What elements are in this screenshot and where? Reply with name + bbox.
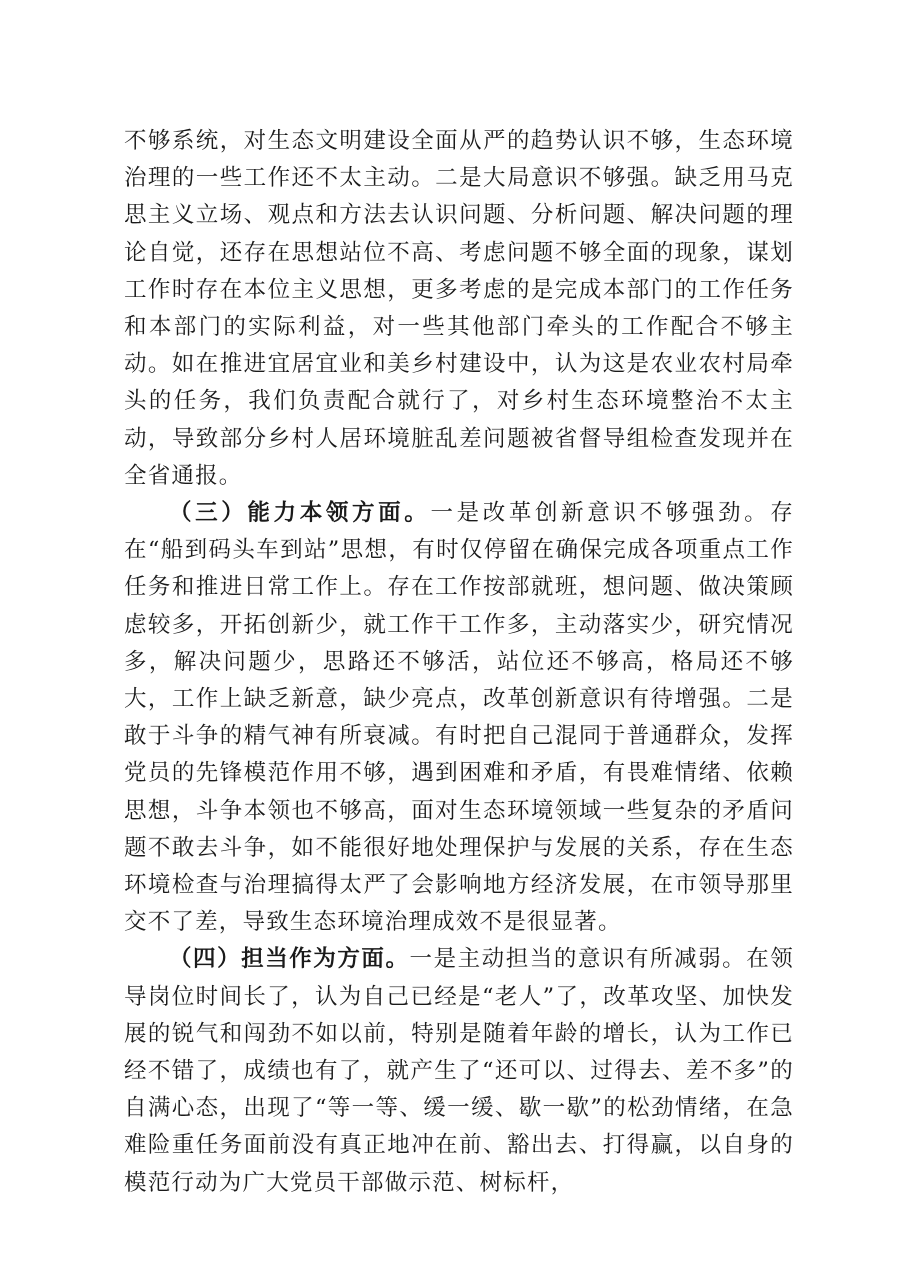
paragraph-text: 一是主动担当的意识有所减弱。在领导岗位时间长了，认为自己已经是“老人”了，改革攻坚、加快发展的锐气和闯劲不如以前，特别是随着年龄的增长，认为工作已经不错了，成绩也有了，就产生了“还可以、过得去、差不多”的自满心态，出现了“等一等、缓一缓、歇一歇”的松劲情绪，在急难险重任务面前没有真正地冲在前、豁出去、打得赢，以自身的模范行动为广大党员干部做示范、树标杆， <box>124 946 794 1196</box>
paragraph-text: 不够系统，对生态文明建设全面从严的趋势认识不够，生态环境治理的一些工作还不太主动。二是大局意识不够强。缺乏用马克思主义立场、观点和方法去认识问题、分析问题、解决问题的理论自觉，还存在思想站位不高、考虑问题不够全面的现象，谋划工作时存在本位主义思想，更多考虑的是完成本部门的工作任务和本部门的实际利益，对一些其他部门牵头的工作配合不够主动。如在推进宜居宜业和美乡村建设中，认为这是农业农村局牵头的任务，我们负责配合就行了，对乡村生态环境整治不太主动，导致部分乡村人居环境脏乱差问题被省督导组检查发现并在全省通报。 <box>124 128 794 489</box>
paragraph-text: 一是改革创新意识不够强劲。存在“船到码头车到站”思想，有时仅停留在确保完成各项重点工作任务和推进日常工作上。存在工作按部就班，想问题、做决策顾虑较多，开拓创新少，就工作干工作多，主动落实少，研究情况多，解决问题少，思路还不够活，站位还不够高，格局还不够大，工作上缺乏新意，缺少亮点，改革创新意识有待增强。二是敢于斗争的精气神有所衰减。有时把自己混同于普通群众，发挥党员的先锋模范作用不够，遇到困难和矛盾，有畏难情绪、依赖思想，斗争本领也不够高，面对生态环境领域一些复杂的矛盾问题不敢去斗争，如不能很好地处理保护与发展的关系，存在生态环境检查与治理搞得太严了会影响地方经济发展，在市领导那里交不了差，导致生态环境治理成效不是很显著。 <box>124 500 794 936</box>
paragraph-continuation <box>124 123 794 495</box>
section-heading-responsibility: （四）担当作为方面。 <box>169 946 410 973</box>
section-heading-ability: （三）能力本领方面。 <box>169 500 431 527</box>
paragraph-ability <box>124 495 794 941</box>
paragraph-responsibility <box>124 941 794 1201</box>
document-body <box>124 123 794 1202</box>
